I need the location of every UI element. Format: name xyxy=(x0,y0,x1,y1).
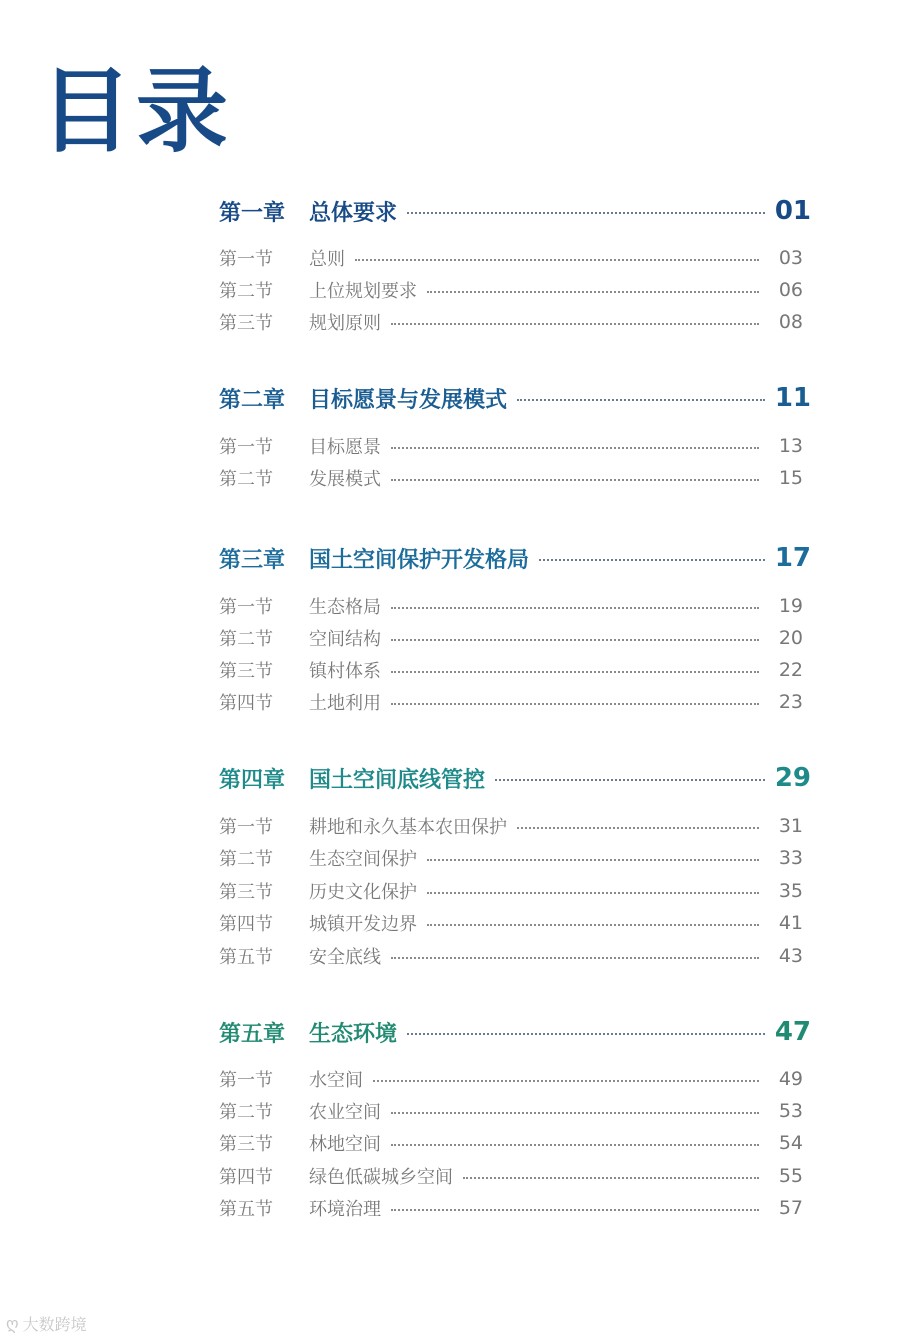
section-number: 第一节 xyxy=(219,437,273,458)
dot-leader xyxy=(517,827,759,829)
watermark-text: 大数跨境 xyxy=(22,1315,87,1334)
dot-leader xyxy=(539,559,765,561)
chapter-page-number: 17 xyxy=(774,543,811,573)
section-number: 第三节 xyxy=(219,1134,273,1155)
chapter-title: 国土空间底线管控 xyxy=(309,767,486,793)
chapter-number: 第五章 xyxy=(219,1021,286,1047)
dot-leader xyxy=(495,779,765,781)
section-title: 土地利用 xyxy=(309,693,381,714)
dot-leader xyxy=(427,892,759,894)
toc-section[interactable] xyxy=(219,1161,811,1191)
toc-chapter-4[interactable] xyxy=(219,758,811,798)
toc-section[interactable] xyxy=(219,1096,811,1126)
section-title: 安全底线 xyxy=(309,947,381,968)
section-page-number: 19 xyxy=(778,595,803,617)
section-number: 第四节 xyxy=(219,693,273,714)
section-page-number: 06 xyxy=(778,279,803,301)
dot-leader xyxy=(517,399,765,401)
dot-leader xyxy=(391,639,759,641)
section-number: 第四节 xyxy=(219,1167,273,1188)
section-page-number: 31 xyxy=(778,815,803,837)
toc-chapter-1[interactable] xyxy=(219,191,811,231)
toc-section[interactable] xyxy=(219,876,811,906)
section-title: 上位规划要求 xyxy=(309,281,417,302)
chapter-number: 第二章 xyxy=(219,387,286,413)
chapter-page-number: 29 xyxy=(774,763,811,793)
section-title: 历史文化保护 xyxy=(309,882,417,903)
chapter-number: 第四章 xyxy=(219,767,286,793)
chapter-title: 总体要求 xyxy=(309,200,398,226)
toc-section[interactable] xyxy=(219,431,811,461)
dot-leader xyxy=(427,291,759,293)
dot-leader xyxy=(391,607,759,609)
chapter-title: 目标愿景与发展模式 xyxy=(309,387,508,413)
dot-leader xyxy=(355,259,759,261)
chapter-page-number: 01 xyxy=(774,196,811,226)
toc-section[interactable] xyxy=(219,1064,811,1094)
section-number: 第四节 xyxy=(219,914,273,935)
dot-leader xyxy=(391,957,759,959)
section-number: 第二节 xyxy=(219,469,273,490)
toc-section[interactable] xyxy=(219,843,811,873)
table-of-contents xyxy=(219,0,811,1343)
dot-leader xyxy=(391,479,759,481)
section-title: 水空间 xyxy=(309,1070,363,1091)
section-page-number: 41 xyxy=(778,912,803,934)
section-page-number: 33 xyxy=(778,847,803,869)
toc-section[interactable] xyxy=(219,307,811,337)
section-page-number: 49 xyxy=(778,1068,803,1090)
toc-section[interactable] xyxy=(219,243,811,273)
section-page-number: 15 xyxy=(778,467,803,489)
section-page-number: 35 xyxy=(778,880,803,902)
section-number: 第一节 xyxy=(219,249,273,270)
toc-chapter-5[interactable] xyxy=(219,1012,811,1052)
section-number: 第一节 xyxy=(219,817,273,838)
section-title: 规划原则 xyxy=(309,313,381,334)
section-number: 第五节 xyxy=(219,947,273,968)
section-number: 第五节 xyxy=(219,1199,273,1220)
section-title: 林地空间 xyxy=(309,1134,381,1155)
dot-leader xyxy=(407,1033,765,1035)
dot-leader xyxy=(391,1112,759,1114)
section-page-number: 54 xyxy=(778,1132,803,1154)
section-number: 第三节 xyxy=(219,313,273,334)
toc-chapter-3[interactable] xyxy=(219,538,811,578)
section-title: 空间结构 xyxy=(309,629,381,650)
chapter-number: 第一章 xyxy=(219,200,286,226)
section-title: 发展模式 xyxy=(309,469,381,490)
section-page-number: 03 xyxy=(778,247,803,269)
section-title: 农业空间 xyxy=(309,1102,381,1123)
section-page-number: 23 xyxy=(778,691,803,713)
chapter-page-number: 11 xyxy=(774,383,811,413)
dot-leader xyxy=(391,447,759,449)
section-page-number: 53 xyxy=(778,1100,803,1122)
section-page-number: 43 xyxy=(778,945,803,967)
toc-section[interactable] xyxy=(219,591,811,621)
chapter-title: 国土空间保护开发格局 xyxy=(309,547,530,573)
dot-leader xyxy=(373,1080,759,1082)
section-page-number: 08 xyxy=(778,311,803,333)
dot-leader xyxy=(391,1144,759,1146)
toc-section[interactable] xyxy=(219,1193,811,1223)
section-number: 第二节 xyxy=(219,1102,273,1123)
toc-section[interactable] xyxy=(219,687,811,717)
section-page-number: 57 xyxy=(778,1197,803,1219)
chapter-title: 生态环境 xyxy=(309,1021,398,1047)
section-title: 环境治理 xyxy=(309,1199,381,1220)
section-title: 镇村体系 xyxy=(309,661,381,682)
toc-section[interactable] xyxy=(219,623,811,653)
toc-section[interactable] xyxy=(219,463,811,493)
section-number: 第二节 xyxy=(219,281,273,302)
section-number: 第一节 xyxy=(219,597,273,618)
section-page-number: 22 xyxy=(778,659,803,681)
toc-section[interactable] xyxy=(219,1128,811,1158)
page-title: 目录 xyxy=(40,58,233,165)
dot-leader xyxy=(391,1209,759,1211)
dot-leader xyxy=(391,703,759,705)
section-number: 第一节 xyxy=(219,1070,273,1091)
section-title: 总则 xyxy=(309,249,345,270)
dot-leader xyxy=(463,1177,759,1179)
section-number: 第二节 xyxy=(219,629,273,650)
bubble-logo-icon: ღ xyxy=(6,1314,19,1333)
dot-leader xyxy=(391,323,759,325)
watermark xyxy=(6,1312,87,1335)
section-number: 第三节 xyxy=(219,661,273,682)
section-page-number: 13 xyxy=(778,435,803,457)
toc-section[interactable] xyxy=(219,908,811,938)
section-title: 生态空间保护 xyxy=(309,849,417,870)
section-title: 绿色低碳城乡空间 xyxy=(309,1167,453,1188)
toc-section[interactable] xyxy=(219,941,811,971)
chapter-page-number: 47 xyxy=(774,1017,811,1047)
dot-leader xyxy=(427,859,759,861)
dot-leader xyxy=(427,924,759,926)
chapter-number: 第三章 xyxy=(219,547,286,573)
section-number: 第二节 xyxy=(219,849,273,870)
section-number: 第三节 xyxy=(219,882,273,903)
toc-section[interactable] xyxy=(219,811,811,841)
dot-leader xyxy=(407,212,765,214)
section-title: 目标愿景 xyxy=(309,437,381,458)
dot-leader xyxy=(391,671,759,673)
section-title: 生态格局 xyxy=(309,597,381,618)
toc-section[interactable] xyxy=(219,655,811,685)
section-page-number: 20 xyxy=(778,627,803,649)
toc-section[interactable] xyxy=(219,275,811,305)
section-title: 耕地和永久基本农田保护 xyxy=(309,817,507,838)
toc-chapter-2[interactable] xyxy=(219,378,811,418)
section-page-number: 55 xyxy=(778,1165,803,1187)
section-title: 城镇开发边界 xyxy=(309,914,417,935)
